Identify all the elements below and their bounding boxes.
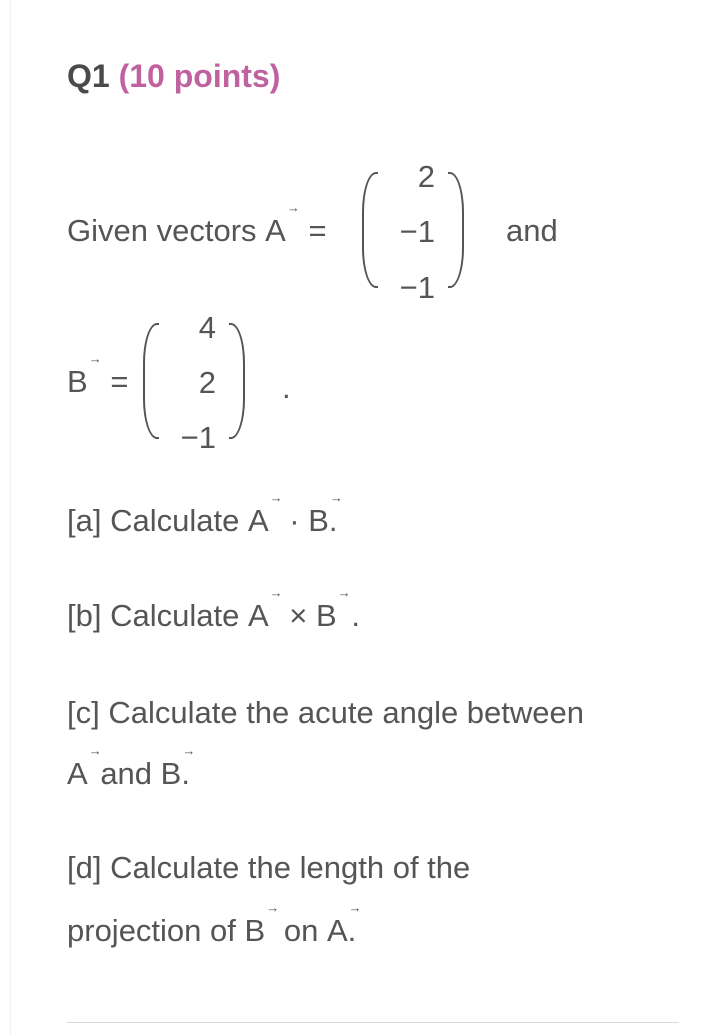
part-d-line1: [d] Calculate the length of the [67,850,471,885]
vector-a-component: −1 [399,270,435,305]
part-d-prefix: projection of [67,913,236,948]
vector-b-symbol: B → [308,490,343,538]
vector-b-line [67,351,129,399]
vector-arrow-icon: → [286,200,300,215]
equals-sign: = [308,213,327,248]
part-d-line2 [67,900,362,948]
right-paren-a [448,172,464,288]
left-paren-a [362,172,378,288]
part-b-prefix: [b] Calculate [67,598,240,633]
vector-arrow-icon: → [88,351,102,366]
vector-b-component: −1 [180,420,216,455]
vector-arrow-icon: → [329,490,343,505]
vector-a-symbol: A → [67,743,102,791]
vector-b-symbol: B → [160,743,196,791]
part-c-mid: and [100,756,153,791]
right-paren-b [229,323,245,439]
given-line [67,200,327,248]
vector-b-symbol: B → [244,900,280,948]
vector-b-symbol: B → [316,585,351,633]
part-c-end: . [181,756,190,791]
vector-arrow-icon: → [337,585,351,600]
vector-a-component: −1 [399,214,435,249]
vector-a-symbol: A → [326,900,362,948]
vector-a-component: 2 [417,159,435,194]
part-d-mid: on [283,913,319,948]
part-c-line2 [67,743,196,791]
left-border [10,0,11,1035]
question-heading [67,58,280,95]
part-b [67,585,360,633]
vector-a-symbol: A → [247,585,283,633]
part-d-end: . [347,913,357,948]
left-paren-b [143,323,159,439]
vector-b-component: 4 [198,310,216,345]
dot-operator: · [289,503,300,538]
part-c-line1: [c] Calculate the acute angle between [67,695,585,730]
equals-sign: = [110,364,129,399]
vector-b-component: 2 [198,365,216,400]
bottom-divider [67,1022,679,1023]
vector-arrow-icon: → [269,585,283,600]
vector-arrow-icon: → [182,743,196,758]
vector-arrow-icon: → [88,743,102,758]
period: . [282,370,291,405]
given-intro: Given vectors [67,213,257,248]
vector-b-symbol: B → [67,351,102,399]
vector-arrow-icon: → [269,490,283,505]
part-a [67,490,343,538]
vector-arrow-icon: → [266,900,280,915]
vector-a-symbol: A → [247,490,283,538]
question-label: Q1 [67,58,110,94]
vector-arrow-icon: → [348,900,362,915]
part-a-end: . [328,503,338,538]
vector-a-symbol: A → [265,200,300,248]
cross-operator: × [289,598,308,633]
question-points: (10 points) [118,58,281,94]
and-word: and [506,213,558,248]
part-a-prefix: [a] Calculate [67,503,240,538]
part-b-end: . [351,598,360,633]
